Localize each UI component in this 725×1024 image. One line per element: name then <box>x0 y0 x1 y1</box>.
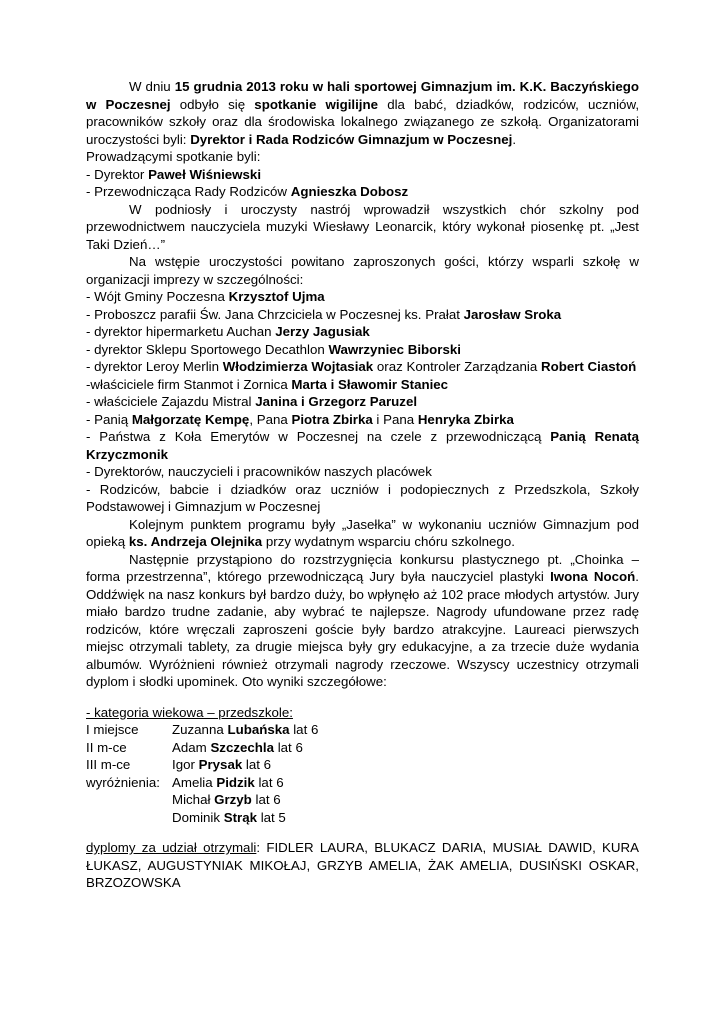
intro-paragraph <box>86 78 639 148</box>
guest-line <box>86 341 639 359</box>
guest-line <box>86 376 639 394</box>
jaselka-text: Kolejnym punktem programu były „Jasełka” w wykonaniu uczniów Gimnazjum pod opieką <box>86 516 639 549</box>
host-name: Agnieszka Dobosz <box>290 184 409 199</box>
host-name: Paweł Wiśniewski <box>148 166 262 182</box>
intro-text: dla babć, dziadków, rodziców, uczniów, pracowników szkoły oraz dla środowiska lokalnego związanego ze szkołą. Organizatorami uroczystości byli: <box>86 96 640 147</box>
result-row <box>86 791 639 809</box>
guest-name: Krzysztof Ujma <box>228 289 325 304</box>
guest-name: Wawrzyniec Biborski <box>328 341 461 357</box>
guest-line <box>86 306 639 324</box>
guest-role: oraz Kontroler Zarządzania <box>373 359 541 374</box>
result-winner <box>172 756 639 774</box>
guest-name: Marta i Sławomir Staniec <box>291 376 449 392</box>
contest-text: . Oddźwięk na nasz konkurs był bardzo duży, bo wpłynęło aż 102 prace młodych artystów. Jury miało bardzo trudne zadanie, aby wybrać te najlepsze. Nagrody ufundowane przez radę rodziców, które wręczali zaproszeni goście były bardzo atrakcyjne. Laureaci pierwszych miejsc otrzymali tablety, za drugie miejsca były gry edukacyjne, a za trzecie duże wydania albumów. Wyróżnieni również otrzymali nagrody rzeczowe. Wszyscy uczestnicy otrzymali dyplom i słodki upominek. Oto wyniki szczegółowe: <box>86 569 639 689</box>
winner-first-name: Michał <box>172 792 215 807</box>
winner-age: lat 5 <box>257 809 286 825</box>
guest-line <box>86 288 639 306</box>
guest-line: - Dyrektorów, nauczycieli i pracowników naszych placówek <box>86 464 432 479</box>
winner-age: lat 6 <box>289 722 319 737</box>
winner-first-name: Adam <box>172 739 211 755</box>
winner-first-name: Dominik <box>172 809 224 825</box>
winner-surname: Strąk <box>223 809 257 825</box>
host-role: - Dyrektor <box>86 166 149 182</box>
intro-text: odbyło się <box>170 96 255 112</box>
result-place: II m-ce <box>86 739 127 755</box>
jaselka-priest: ks. Andrzeja Olejnika <box>128 534 263 549</box>
result-winner <box>172 774 639 792</box>
guest-role: - Panią <box>86 411 132 427</box>
guest-role: i Pana <box>372 411 418 427</box>
winner-first-name: Amelia <box>172 774 217 790</box>
guest-role: - Państwa z Koła Emerytów w Poczesnej na czele z przewodniczącą <box>86 429 551 444</box>
winner-age: lat 6 <box>274 739 303 755</box>
guest-role: - dyrektor Leroy Merlin <box>86 359 223 374</box>
result-place: wyróżnienia: <box>86 774 160 790</box>
guests-intro: Na wstępie uroczystości powitano zaproszonych gości, którzy wsparli szkołę w organizacji imprezy w szczególności: <box>86 254 639 287</box>
guest-name: Jerzy Jagusiak <box>275 324 370 339</box>
guest-role: , Pana <box>249 411 292 427</box>
guest-role: - właściciele Zajazdu Mistral <box>86 394 256 409</box>
guest-role: - Wójt Gminy Poczesna <box>86 289 229 304</box>
result-place: I miejsce <box>86 722 139 737</box>
guest-name: Henryka Zbirka <box>417 411 514 427</box>
guest-line <box>86 323 639 341</box>
intro-text: . <box>512 131 517 147</box>
result-row <box>86 809 639 827</box>
intro-text: W dniu <box>129 79 175 94</box>
guest-role: - dyrektor Sklepu Sportowego Decathlon <box>86 341 329 357</box>
contest-jury-chair: Iwona Nocoń <box>550 569 636 584</box>
intro-organizers: Dyrektor i Rada Rodziców Gimnazjum w Poczesnej <box>190 131 513 147</box>
diplomas-names: FIDLER LAURA, BLUKACZ DARIA, MUSIAŁ DAWID, KURA ŁUKASZ, AUGUSTYNIAK MIKOŁAJ, GRZYB AMELIA, ŻAK AMELIA, DUSIŃSKI OSKAR, BRZOZOWSKA <box>86 840 640 890</box>
result-winner <box>172 721 639 739</box>
spacer <box>86 691 639 704</box>
document-page <box>86 78 639 892</box>
result-place <box>86 809 172 827</box>
jaselka-text: przy wydatnym wsparciu chóru szkolnego. <box>262 534 515 549</box>
hosts-heading: Prowadzącymi spotkanie byli: <box>86 149 261 164</box>
guest-name: Włodzimierza Wojtasiak <box>222 359 374 374</box>
winner-first-name: Zuzanna <box>172 722 228 737</box>
category-heading: - kategoria wiekowa – przedszkole: <box>86 704 293 720</box>
guest-role: -właściciele firm Stanmot i Zornica <box>86 376 292 392</box>
winner-age: lat 6 <box>251 792 281 807</box>
guest-line <box>86 428 639 463</box>
contest-text: Następnie przystąpiono do rozstrzygnięcia konkursu plastycznego pt. „Choinka – forma przestrzenna”, którego przewodniczącą Jury była nauczyciel plastyki <box>86 551 639 584</box>
host-line <box>86 183 639 201</box>
result-row <box>86 721 639 739</box>
winner-surname: Lubańska <box>227 722 290 737</box>
winner-surname: Szczechla <box>210 739 275 755</box>
guest-role: - Proboszcz parafii Św. Jana Chrzciciela w Poczesnej ks. Prałat <box>86 306 464 322</box>
guest-line: - Rodziców, babcie i dziadków oraz uczniów i podopiecznych z Przedszkola, Szkoły Podstawowej i Gimnazjum w Poczesnej <box>86 481 639 514</box>
diplomas-colon: : <box>256 840 267 855</box>
guest-role: - dyrektor hipermarketu Auchan <box>86 324 276 339</box>
guest-name: Robert Ciastoń <box>540 359 637 374</box>
result-place: III m-ce <box>86 757 131 772</box>
guest-name: Panią Renatą Krzyczmonik <box>86 429 639 462</box>
result-row <box>86 739 639 757</box>
guest-line <box>86 411 639 429</box>
winner-surname: Pidzik <box>216 774 255 790</box>
result-row <box>86 774 639 792</box>
guest-name: Piotra Zbirka <box>291 411 373 427</box>
host-line <box>86 166 639 184</box>
result-winner <box>172 809 639 827</box>
guest-line <box>86 358 639 376</box>
diplomas-label: dyplomy za udział otrzymali <box>86 840 257 855</box>
contest-paragraph <box>86 551 639 691</box>
result-winner <box>172 739 639 757</box>
host-role: - Przewodnicząca Rady Rodziców <box>86 184 291 199</box>
result-winner <box>172 791 639 809</box>
jaselka-paragraph <box>86 516 639 551</box>
diplomas-paragraph <box>86 839 639 892</box>
winner-surname: Prysak <box>198 757 243 772</box>
guest-name: Małgorzatę Kempę <box>131 411 250 427</box>
winner-surname: Grzyb <box>214 792 252 807</box>
winner-age: lat 6 <box>254 774 284 790</box>
guest-line <box>86 393 639 411</box>
result-row <box>86 756 639 774</box>
intro-event: spotkanie wigilijne <box>254 96 379 112</box>
guest-name: Jarosław Sroka <box>463 306 562 322</box>
intro-date-place: 15 grudnia 2013 roku w hali sportowej Gimnazjum im. K.K. Baczyńskiego w Poczesnej <box>86 79 639 112</box>
guest-name: Janina i Grzegorz Paruzel <box>255 394 418 409</box>
spacer <box>86 826 639 839</box>
choir-paragraph: W podniosły i uroczysty nastrój wprowadził wszystkich chór szkolny pod przewodnictwem nauczyciela muzyki Wiesławy Leonarcik, który wykonał piosenkę pt. „Jest Taki Dzień…” <box>86 201 639 252</box>
winner-first-name: Igor <box>172 757 199 772</box>
winner-age: lat 6 <box>242 757 272 772</box>
result-place <box>86 791 172 809</box>
